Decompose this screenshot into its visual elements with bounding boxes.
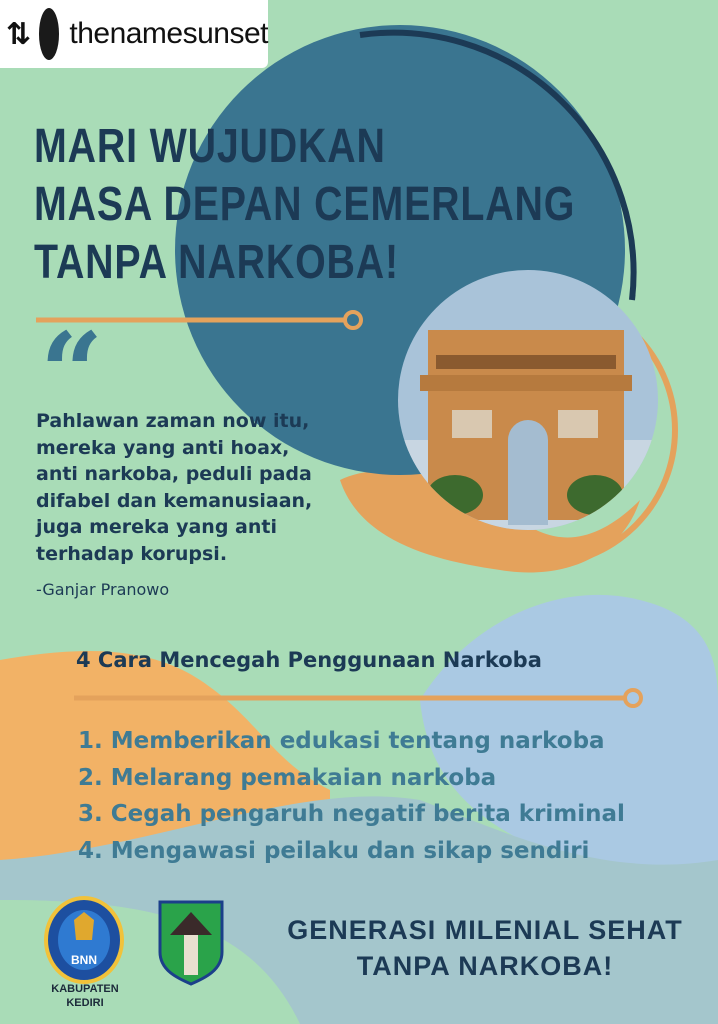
headline-line: MARI WUJUDKAN xyxy=(34,120,386,173)
quote-text xyxy=(36,408,312,567)
quote-author: -Ganjar Pranowo xyxy=(36,580,170,599)
monument-photo xyxy=(398,270,658,530)
list-item: 3. Cegah pengaruh negatif berita kriminal xyxy=(78,801,625,827)
kediri-crest xyxy=(160,902,222,984)
list-item: 1. Memberikan edukasi tentang narkoba xyxy=(78,728,605,754)
bnn-logo-text: BNN xyxy=(71,953,97,967)
headline-line: TANPA NARKOBA! xyxy=(34,236,399,289)
footer-line: TANPA NARKOBA! xyxy=(356,951,614,981)
quote-line: difabel dan kemanusiaan, xyxy=(36,489,313,512)
section-title: 4 Cara Mencegah Penggunaan Narkoba xyxy=(76,648,542,672)
footer-line: GENERASI MILENIAL SEHAT xyxy=(287,915,683,945)
steps-list xyxy=(78,723,625,869)
repost-header xyxy=(0,0,268,68)
kabupaten-caption xyxy=(30,982,140,1010)
repost-icon: ⇅ xyxy=(6,16,32,52)
headline-line: MASA DEPAN CEMERLANG xyxy=(34,178,576,231)
quote-mark-icon: “ xyxy=(40,308,104,437)
quote-line: terhadap korupsi. xyxy=(36,542,228,565)
bnn-logo xyxy=(44,896,124,984)
caption-line: KABUPATEN xyxy=(51,983,119,995)
quote-line: anti narkoba, peduli pada xyxy=(36,463,312,485)
footer-slogan xyxy=(270,912,700,984)
quote-line: juga mereka yang anti xyxy=(36,516,277,538)
quote-line: mereka yang anti hoax, xyxy=(36,436,290,459)
caption-line: KEDIRI xyxy=(66,997,104,1009)
list-item: 4. Mengawasi peilaku dan sikap sendiri xyxy=(78,837,590,864)
username[interactable]: thenamesunset xyxy=(69,17,268,50)
quote-line: Pahlawan zaman now itu, xyxy=(36,410,310,432)
list-item: 2. Melarang pemakaian narkoba xyxy=(78,764,497,791)
headline xyxy=(34,118,575,292)
avatar[interactable] xyxy=(39,8,59,60)
